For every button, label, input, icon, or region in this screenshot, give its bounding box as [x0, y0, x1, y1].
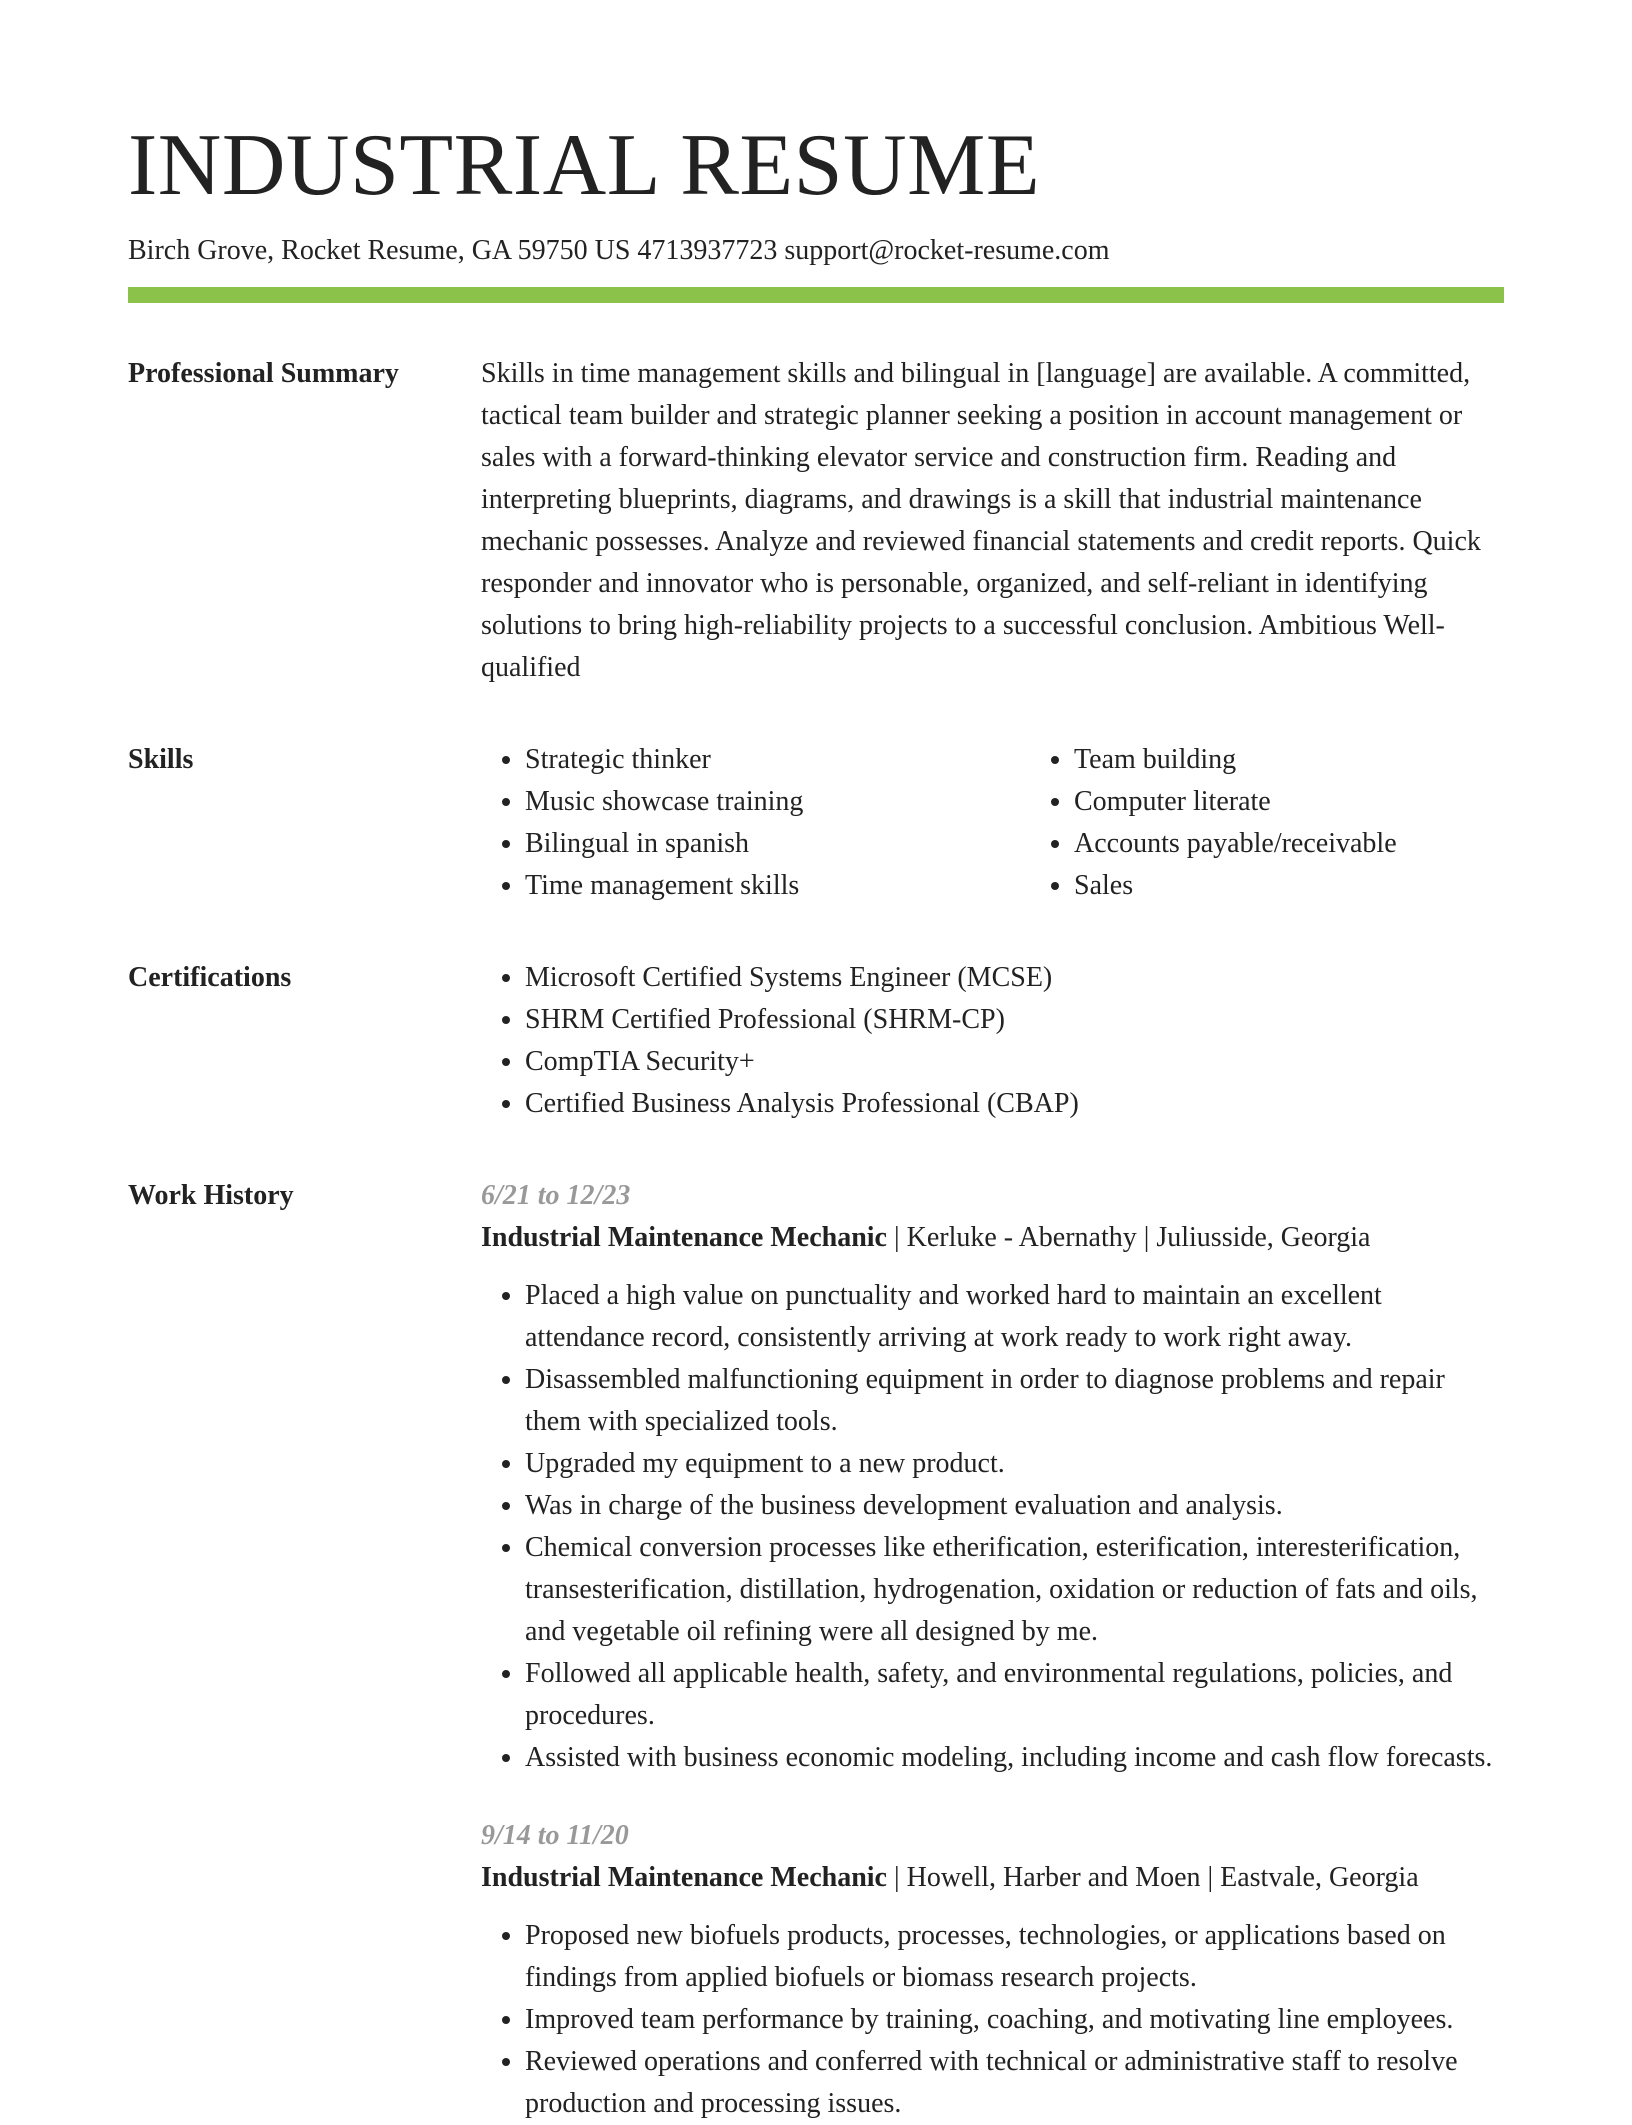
job-bullet: • Improved team performance by training, coaching, and motivating line employees.: [525, 1999, 1504, 2041]
work-history-section: [128, 1175, 1504, 2125]
skills-section: [128, 739, 1504, 907]
job-bullet: • Assisted with business economic modeling, including income and cash flow forecasts.: [525, 1737, 1504, 1779]
contact-info: Birch Grove, Rocket Resume, GA 59750 US 4713937723 support@rocket-resume.com: [128, 234, 1110, 266]
work-history-list: [481, 1175, 1504, 2125]
job-bullet: • Reviewed operations and conferred with technical or administrative staff to resolve production and processing issues.: [525, 2041, 1504, 2125]
certification-item: • CompTIA Security+: [525, 1041, 1504, 1083]
skills-list: [481, 739, 1579, 907]
job-title: Industrial Maintenance Mechanic: [481, 1862, 887, 1894]
job-heading: [481, 1857, 1504, 1899]
job-bullet: • Upgraded my equipment to a new product.: [525, 1443, 1504, 1485]
summary-section: [128, 353, 1504, 689]
job-bullets: [481, 1275, 1504, 1779]
skill-item: • Computer literate: [1074, 781, 1579, 823]
work-history-heading: Work History: [128, 1180, 294, 1212]
summary-heading: Professional Summary: [128, 358, 399, 390]
skill-item: • Bilingual in spanish: [525, 823, 1030, 865]
job-bullet: • Chemical conversion processes like etherification, esterification, interesterification, transesterification, distillation, hydrogenation, oxidation or reduction of fats and oils, and vegetable oil refining were all designed by me.: [525, 1527, 1504, 1653]
job-bullet: • Placed a high value on punctuality and worked hard to maintain an excellent attendance record, consistently arriving at work ready to work right away.: [525, 1275, 1504, 1359]
job-bullet: • Proposed new biofuels products, processes, technologies, or applications based on findings from applied biofuels or biomass research projects.: [525, 1915, 1504, 1999]
skills-column-right: [1030, 739, 1579, 907]
job-employer-location: | Kerluke - Abernathy | Juliusside, Georgia: [887, 1222, 1371, 1254]
job-entry: [481, 1815, 1504, 2125]
job-bullet: • Followed all applicable health, safety, and environmental regulations, policies, and procedures.: [525, 1653, 1504, 1737]
job-heading: [481, 1217, 1504, 1259]
certification-item: • Microsoft Certified Systems Engineer (MCSE): [525, 957, 1504, 999]
job-bullets: [481, 1915, 1504, 2125]
skills-heading: Skills: [128, 744, 194, 776]
job-bullet: • Was in charge of the business development evaluation and analysis.: [525, 1485, 1504, 1527]
skill-item: • Strategic thinker: [525, 739, 1030, 781]
skills-column-left: [481, 739, 1030, 907]
skill-item: • Accounts payable/receivable: [1074, 823, 1579, 865]
certification-item: • Certified Business Analysis Professional (CBAP): [525, 1083, 1504, 1125]
job-entry: [481, 1175, 1504, 1779]
job-dates: 9/14 to 11/20: [481, 1820, 629, 1852]
job-bullet: • Disassembled malfunctioning equipment in order to diagnose problems and repair them with specialized tools.: [525, 1359, 1504, 1443]
certification-item: • SHRM Certified Professional (SHRM-CP): [525, 999, 1504, 1041]
job-dates: 6/21 to 12/23: [481, 1180, 631, 1212]
job-employer-location: | Howell, Harber and Moen | Eastvale, Georgia: [887, 1862, 1419, 1894]
resume-title: INDUSTRIAL RESUME: [128, 117, 1041, 214]
certifications-heading: Certifications: [128, 962, 292, 994]
skill-item: • Sales: [1074, 865, 1579, 907]
skill-item: • Time management skills: [525, 865, 1030, 907]
certifications-list: [481, 957, 1504, 1125]
header-divider: [128, 287, 1504, 303]
summary-text: Skills in time management skills and bilingual in [language] are available. A committed, tactical team builder and strategic planner seeking a position in account management or sales with a forward-thinking elevator service and construction firm. Reading and interpreting blueprints, diagrams, and drawings is a skill that industrial maintenance mechanic possesses. Analyze and reviewed financial statements and credit reports. Quick responder and innovator who is personable, organized, and self-reliant in identifying solutions to bring high-reliability projects to a successful conclusion. Ambitious Well-qualified: [481, 358, 1481, 684]
skill-item: • Music showcase training: [525, 781, 1030, 823]
certifications-section: [128, 957, 1504, 1125]
job-title: Industrial Maintenance Mechanic: [481, 1222, 887, 1254]
skill-item: • Team building: [1074, 739, 1579, 781]
